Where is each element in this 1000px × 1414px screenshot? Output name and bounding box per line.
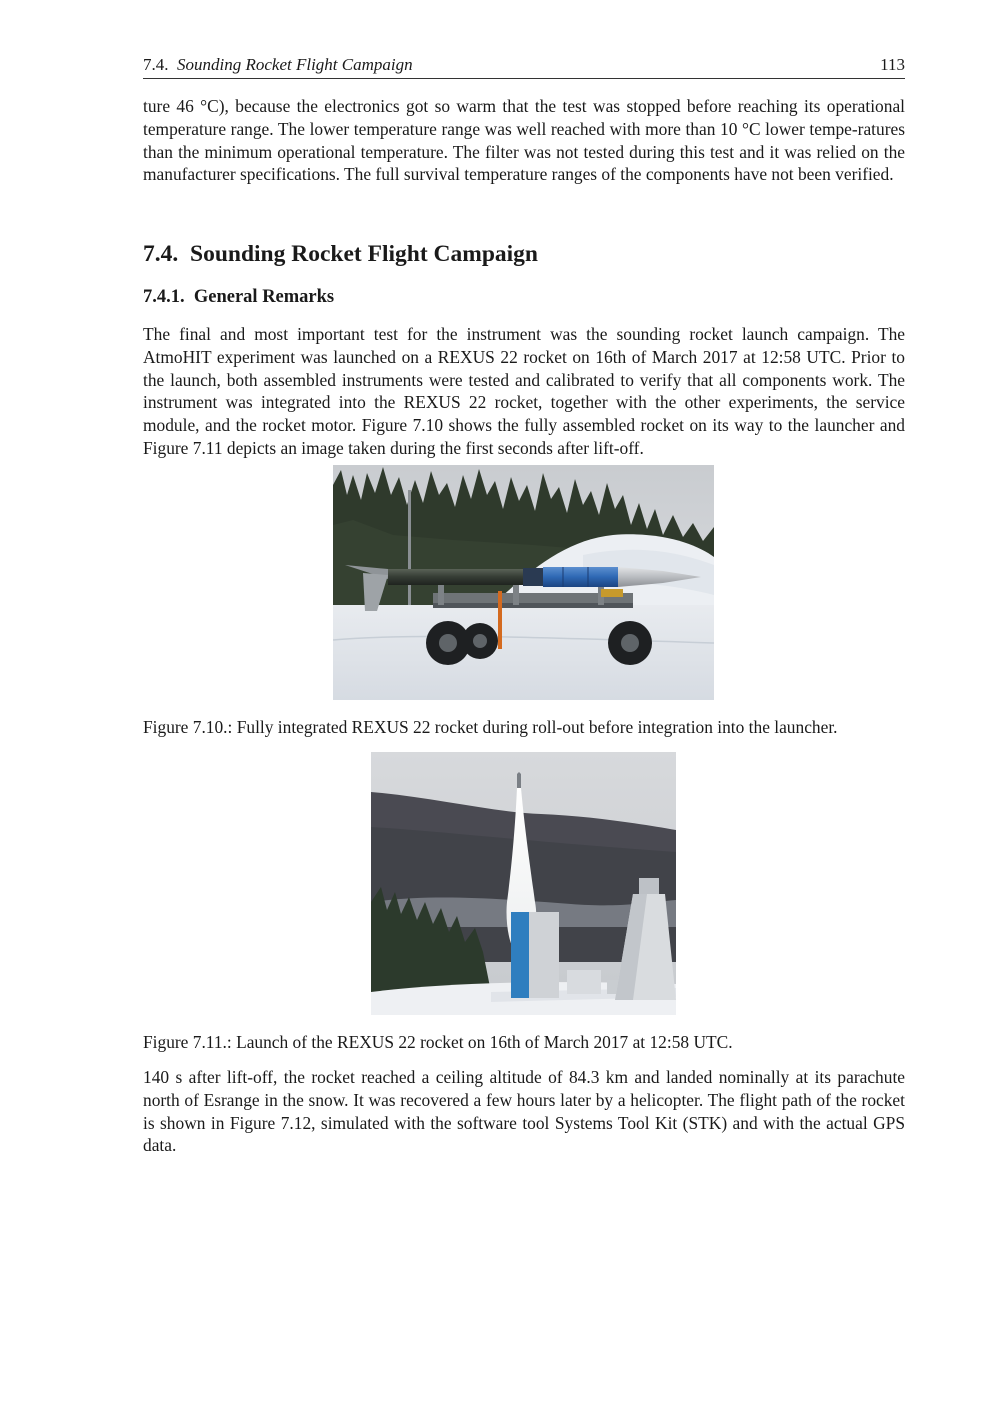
paragraph-general-remarks: The final and most important test for the instrument was the sounding rocket launch campaign. The AtmoHIT experiment was launched on a REXUS 22 rocket on 16th of March 2017 at 12:58 UTC. Prior to the launch, both assembled instruments were tested and calibrated to verify that all components work. The instrument was integrated into the REXUS 22 rocket, together with the other experiments, the service module, and the rocket motor. Figure 7.10 shows the fully assembled rocket on its way to the launcher and Figure 7.11 depicts an image taken during the first seconds after lift-off.	[143, 324, 905, 458]
figure-rocket-launch	[371, 752, 676, 1015]
running-header	[143, 54, 905, 79]
page	[143, 0, 905, 1414]
figure-rocket-rollout	[333, 465, 714, 700]
rocket-launch-photo	[371, 752, 676, 1015]
subsection-heading: 7.4.1. General Remarks	[143, 287, 335, 307]
paragraph-flight-result: 140 s after lift-off, the rocket reached a ceiling altitude of 84.3 km and landed nominally at its parachute north of Esrange in the snow. It was recovered a few hours later by a helicopter. The flight path of the rocket is shown in Figure 7.12, simulated with the software tool Systems Tool Kit (STK) and with the actual GPS data.	[143, 1067, 905, 1156]
figure-7-10-caption: Figure 7.10.: Fully integrated REXUS 22 rocket during roll-out before integration into the launcher.	[143, 717, 838, 737]
paragraph-continuation: ture 46 °C), because the electronics got so warm that the test was stopped before reaching its operational temperature range. The lower temperature range was well reached with more than 10 °C lower tempe-ratures than the minimum operational temperature. The filter was not tested during this test and it was relied on the manufacturer specifications. The full survival temperature ranges of the components have not been verified.	[143, 96, 905, 185]
running-header-section-number: 7.4.	[143, 55, 169, 74]
rocket-rollout-photo	[333, 465, 714, 700]
page-number: 113	[880, 55, 905, 74]
section-heading: 7.4. Sounding Rocket Flight Campaign	[143, 241, 539, 267]
figure-7-11-caption: Figure 7.11.: Launch of the REXUS 22 rocket on 16th of March 2017 at 12:58 UTC.	[143, 1032, 733, 1052]
running-header-section-title: Sounding Rocket Flight Campaign	[177, 55, 413, 74]
running-header-title	[143, 55, 413, 75]
